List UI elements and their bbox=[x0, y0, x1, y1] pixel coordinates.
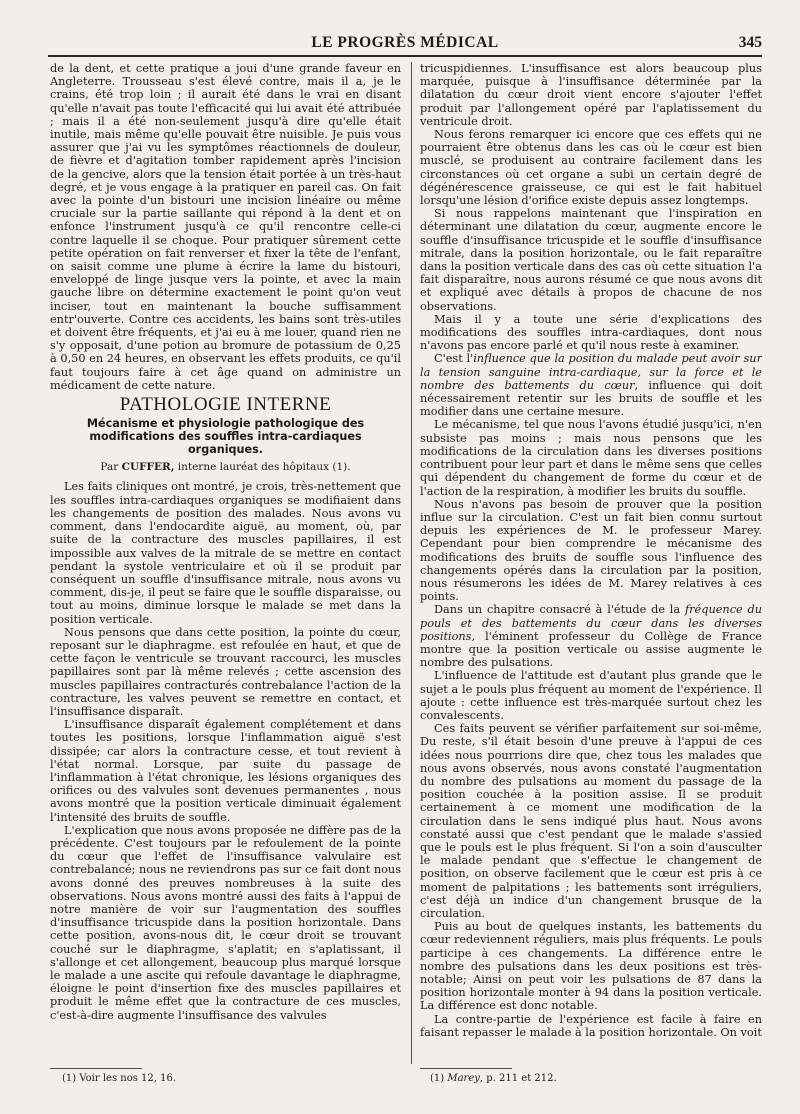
article-paragraph: Si nous rappelons maintenant que l'inspiration en déterminant une dilatation du cœur, augmente encore le souffle d'insuffisance tricuspide et le souffle d'insuffisance mitrale, dans la position horizontale, ou le fait reparaître dans la position verticale dans des cas où cette situation l'a fait disparaître, nous aurons résumé ce que nous avons dit et expliqué avec détails à propos de chacune de nos observations. bbox=[420, 207, 762, 313]
influence-suffix: , influence qui doit nécessairement retentir sur les bruits de souffle et les modifier dans une certaine mesure. bbox=[420, 378, 762, 419]
footnote-rule-right bbox=[420, 1068, 512, 1069]
article-paragraph: tricuspidiennes. L'insuffisance est alors beaucoup plus marquée, puisque à l'insuffisance déterminée par la dilatation du cœur droit vient encore s'ajouter l'effet produit par l'allongement opéré par l'aplatissement du ventricule droit. bbox=[420, 62, 762, 128]
article-paragraph: L'influence de l'attitude est d'autant plus grande que le sujet a le pouls plus fréquent au moment de l'expérience. Il ajoute : cette influence est très-marquée surtout chez les convalescents. bbox=[420, 669, 762, 722]
chapter-prefix: Dans un chapitre consacré à l'étude de la bbox=[434, 603, 685, 617]
chapter-suffix: l'éminent professeur du Collège de France montre que la position verticale ou assise augmente le nombre des pulsations. bbox=[420, 629, 762, 670]
footnote-left: (1) Voir les nos 12, 16. bbox=[62, 1073, 177, 1084]
page-header bbox=[48, 34, 762, 56]
influence-paragraph bbox=[420, 352, 762, 418]
footnote-right-italic: Marey bbox=[447, 1073, 480, 1084]
byline-author: CUFFER, bbox=[121, 461, 175, 474]
influence-italic: influence que la position du malade peut avoir sur la tension sanguine intra-cardiaque, sur la force et le nombre des battements du cœur bbox=[420, 352, 762, 392]
article-paragraph: Le mécanisme, tel que nous l'avons étudié jusqu'ici, n'en subsiste pas moins ; mais nous pensons que les modifications de la circulation dans les diverses positions contribuent pour leur part et dans le même sens que celles qui dépendent du changement de forme du cœur et de l'action de la respiration, à modifier les bruits du souffle. bbox=[420, 418, 762, 498]
article-title: Mécanisme et physiologie pathologique des modifications des souffles intra-cardiaques organiques. bbox=[86, 417, 365, 457]
article-paragraph: Puis au bout de quelques instants, les battements du cœur redeviennent réguliers, mais plus fréquents. Le pouls participe à ces changements. La différence entre le nombre des pulsations dans les deux positions est très-notable; Ainsi on peut voir les pulsations de 87 dans la position horizontale monter à 94 dans la position verticale. La différence est donc notable. bbox=[420, 920, 762, 1013]
byline-suffix: interne lauréat des hôpitaux (1). bbox=[177, 461, 351, 474]
footnote-rule-left bbox=[50, 1068, 142, 1069]
article-paragraph: Nous pensons que dans cette position, la pointe du cœur, reposant sur le diaphragme. est refoulée en haut, et que de cette façon le ventricule se trouvant raccourci, les muscles papillaires sont par là même relevés ; cette ascension des muscles papillaires contracturés contrebalance l'action de la contracture, les valves peuvent se remettre en contact, et l'insuffisance disparaît. bbox=[50, 625, 401, 718]
column-divider bbox=[411, 62, 412, 1064]
article-paragraph: Ces faits peuvent se vérifier parfaitement sur soi-même, Du reste, s'il était besoin d'une preuve à l'appui de ces idées nous pourrions dire que, chez tous les malades que nous avons observés, nous avons constaté l'augmentation du nombre des pulsations au moment du passage de la position couchée à la position assise. Il se produit certainement à ce moment une modification de la circulation dans le sens indiqué plus haut. Nous avons constaté aussi que c'est pendant que le malade s'assied que le pouls est le plus fréquent. Si l'on a soin d'ausculter le malade pendant que s'effectue le changement de position, on observe facilement que le cœur est pris à ce moment de palpitations ; les battements sont irréguliers, c'est déjà un indice d'un changement brusque de la circulation. bbox=[420, 722, 762, 920]
journal-title: LE PROGRÈS MÉDICAL bbox=[311, 34, 499, 51]
article-paragraph: Les faits cliniques ont montré, je crois, très-nettement que les souffles intra-cardiaques organiques se modifiaient dans les changements de position des malades. Nous avons vu comment, dans l'endocardite aiguë, au moment, où, par suite de la contracture des muscles papillaires, il est impossible aux valves de la mitrale de se mettre en contact pendant la systole ventriculaire et où il se produit par conséquent un souffle d'insuffisance mitrale, nous avons vu comment, dis-je, il peut se faire que le souffle disparaisse, ou tout au moins, diminue lorsque le malade se met dans la position verticale. bbox=[50, 480, 401, 626]
byline bbox=[50, 461, 401, 474]
chapter-paragraph bbox=[420, 603, 762, 669]
article-paragraph: L'explication que nous avons proposée ne diffère pas de la précédente. C'est toujours par le refoulement de la pointe du cœur que l'effet de l'insuffisance valvulaire est contrebalancé; nous ne reviendrons pas sur ce fait dont nous avons donné des preuves nombreuses à la suite des observations. Nous avons montré aussi des faits à l'appui de notre manière de voir sur l'augmentation des souffles d'insuffisance tricuspide dans la position horizontale. Dans cette position, avons-nous dit, le cœur droit se trouvant couché sur le diaphragme, s'aplatit; en s'aplatissant, il s'allonge et cet allongement, beaucoup plus marqué lorsque le malade a une ascite qui refoule davantage le diaphragme, éloigne le point d'insertion fixe des muscles papillaires et produit le même effet que la contracture de ces muscles, c'est-à-dire augmente l'insuffisance des valvules bbox=[50, 823, 401, 1022]
footnote-right bbox=[430, 1073, 557, 1085]
influence-prefix: C'est l' bbox=[434, 352, 474, 366]
intro-paragraph: de la dent, et cette pratique a joui d'une grande faveur en Angleterre. Trousseau s'est élevé contre, mais il a, je le crains, été trop loin ; il aurait été dans le vrai en disant qu'elle n'avait pas toute l'efficacité qui lui avait été attribuée ; mais il a été non-seulement jusqu'à dire qu'elle était inutile, mais même qu'elle pouvait être nuisible. Je puis vous assurer que j'ai vu les symptômes réactionnels de douleur, de fièvre et d'agitation tomber rapidement après l'incision de la gencive, alors que la tension était portée à un très-haut degré, et je vous engage à la pratiquer en pareil cas. On fait avec la pointe d'un bistouri une incision linéaire ou même cruciale sur la partie saillante qui répond à la dent et on enfonce l'instrument jusqu'à ce qu'il rencontre celle-ci contre laquelle il se choque. Pour pratiquer sûrement cette petite opération on fait renverser et fixer la tête de l'enfant, on saisit comme une plume à écrire la lame du bistouri, enveloppé de linge jusque vers la pointe, et avec la main gauche libre on détermine exactement le point qu'on veut inciser, tout en maintenant la bouche suffisamment entr'ouverte. Contre ces accidents, les bains sont très-utiles et doivent être fréquents, et j'ai eu à me louer, quand rien ne s'y opposait, d'une potion au bromure de potassium de 0,25 à 0,50 en 24 heures, en observant les effets produits, ce qu'il faut toujours faire à cet âge quand on administre un médicament de cette nature. bbox=[50, 62, 401, 392]
section-title: PATHOLOGIE INTERNE bbox=[119, 394, 332, 416]
article-paragraph: Mais il y a toute une série d'explications des modifications des souffles intra-cardiaques, dont nous n'avons pas encore parlé et qu'il nous reste à examiner. bbox=[420, 312, 762, 353]
chapter-italic: fréquence du pouls et des battements du cœur dans les diverses positions, bbox=[420, 603, 762, 643]
byline-prefix: Par bbox=[100, 461, 119, 474]
header-rule bbox=[48, 55, 762, 57]
article-paragraph: Nous n'avons pas besoin de prouver que la position influe sur la circulation. C'est un fait bien connu surtout depuis les expériences de M. le professeur Marey. Cependant pour bien comprendre le mécanisme des modifications des bruits de souffle sous l'influence des changements opérés dans la circulation par la position, nous résumerons les idées de M. Marey relatives à ces points. bbox=[420, 497, 762, 604]
article-paragraph: La contre-partie de l'expérience est facile à faire en faisant repasser le malade à la position horizontale. On voit bbox=[420, 1012, 762, 1039]
article-paragraph: L'insuffisance disparaît également complétement et dans toutes les positions, lorsque l'inflammation aiguë s'est dissipée; car alors la contracture cesse, et tout revient à l'état normal. Lorsque, par suite du passage de l'inflammation à l'état chronique, les lésions organiques des orifices ou des valvules sont devenues permanentes , nous avons montré que la position verticale diminuait également l'intensité des bruits de souffle. bbox=[50, 718, 401, 824]
page-number: 345 bbox=[738, 34, 762, 51]
footnote-right-suffix: , p. 211 et 212. bbox=[479, 1073, 557, 1084]
footnote-right-prefix: (1) bbox=[430, 1073, 448, 1084]
article-paragraph: Nous ferons remarquer ici encore que ces effets qui ne pourraient être obtenus dans les cas où le cœur est bien musclé, se produisent au contraire facilement dans les circonstances où cet organe a subi un certain degré de dégénérescence graisseuse, ce qui est le fait habituel lorsqu'une lésion d'orifice existe depuis assez longtemps. bbox=[420, 128, 762, 208]
right-column bbox=[420, 62, 762, 1062]
left-column bbox=[50, 62, 401, 1062]
